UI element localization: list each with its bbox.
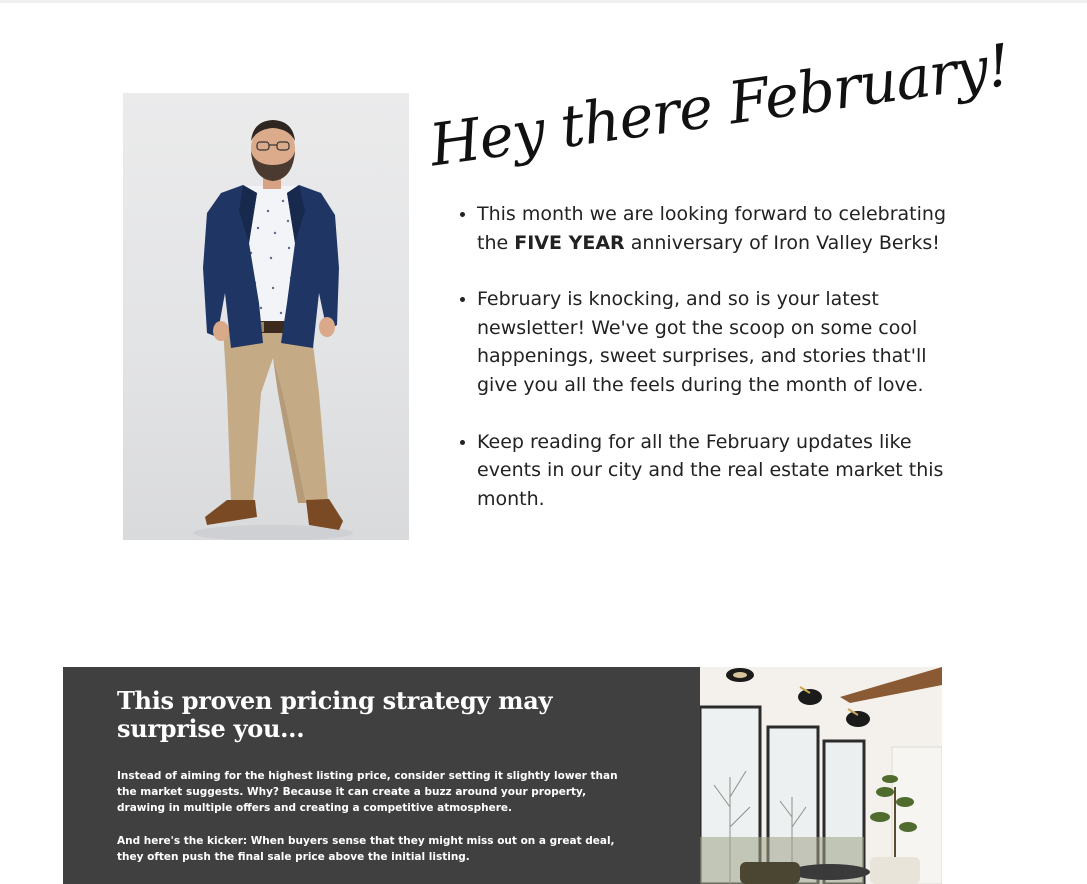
anniversary-highlight: FIVE YEAR [514,231,625,254]
intro-bullet-anniversary: • This month we are looking forward to celebrating the FIVE YEAR anniversary of Iron Valley Berks! [477,200,947,257]
intro-bullet-newsletter: • February is knocking, and so is your latest newsletter! We've got the scoop on some cool happenings, sweet surprises, and stories that'll give you all the feels during the month of love. [477,285,947,399]
greeting-text: Hey there February! [425,30,1014,180]
pricing-strategy-feature [63,667,700,884]
greeting-headline [420,4,1014,194]
top-divider [0,0,1087,3]
intro-bullet-list [450,200,947,541]
sunroom-image [700,667,942,884]
feature-paragraph-2: And here's the kicker: When buyers sense that they might miss out on a great deal, they often push the final sale price above the initial listing. [117,835,615,863]
feature-paragraph-1: Instead of aiming for the highest listing price, consider setting it slightly lower than the market suggests. Why? Because it can create a buzz around your property, drawing in multiple offers and creating a competitive atmosphere. [117,770,618,814]
intro-bullet-updates: • Keep reading for all the February updates like events in our city and the real estate market this month. [477,428,947,514]
agent-portrait-image [123,93,409,540]
feature-title: This proven pricing strategy may surprise you... [117,686,553,743]
